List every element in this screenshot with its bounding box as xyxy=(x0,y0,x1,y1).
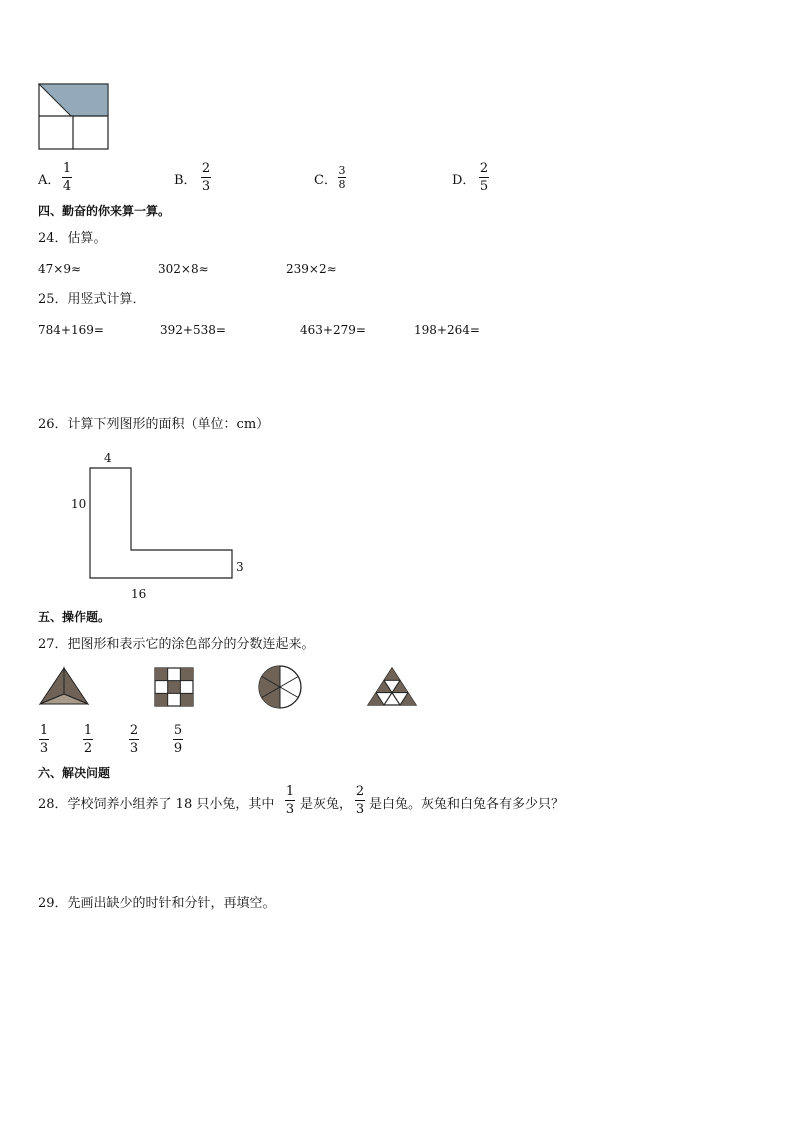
fraction-bar xyxy=(201,177,211,178)
fraction-denominator: 3 xyxy=(39,741,49,756)
fraction-bar xyxy=(355,800,365,801)
fraction-numerator: 2 xyxy=(479,161,489,176)
option-fraction xyxy=(338,165,346,190)
fraction-bar xyxy=(62,177,72,178)
q27-fraction[interactable] xyxy=(173,724,183,755)
q23-option-a[interactable] xyxy=(38,162,98,200)
shape-circle-sixths[interactable] xyxy=(257,664,303,710)
fraction-denominator: 8 xyxy=(338,178,346,191)
fraction-denominator: 5 xyxy=(479,179,489,194)
q27-fraction[interactable] xyxy=(129,724,139,755)
q25-item: 198+264= xyxy=(414,323,480,337)
option-fraction xyxy=(479,162,489,193)
q24-title: 24．估算。 xyxy=(38,231,107,246)
fraction-numerator: 2 xyxy=(129,723,139,738)
section6-title: 六、解决问题 xyxy=(38,766,111,780)
fraction-bar xyxy=(479,177,489,178)
q27-title: 27．把图形和表示它的涂色部分的分数连起来。 xyxy=(38,637,315,652)
fraction-denominator: 4 xyxy=(62,179,72,194)
option-fraction xyxy=(62,162,72,193)
q23-option-c[interactable] xyxy=(314,162,374,200)
shape-triangle-thirds[interactable] xyxy=(38,666,90,708)
q29-title: 29．先画出缺少的时针和分针，再填空。 xyxy=(38,896,276,911)
q28-text-part1: 28．学校饲养小组养了 18 只小兔，其中 xyxy=(38,797,275,812)
fraction-bar xyxy=(173,739,183,740)
fraction-denominator: 3 xyxy=(285,802,295,817)
label-right: 3 xyxy=(236,560,244,574)
q28-fraction-gray xyxy=(285,785,295,816)
fraction-denominator: 9 xyxy=(173,741,183,756)
option-letter: D． xyxy=(452,173,476,188)
fraction-bar xyxy=(129,739,139,740)
fraction-numerator: 2 xyxy=(355,784,365,799)
fraction-numerator: 3 xyxy=(338,164,346,177)
option-fraction xyxy=(201,162,211,193)
q24-item: 239×2≈ xyxy=(286,262,337,276)
shape-triangle-ninths[interactable] xyxy=(366,666,418,708)
l-shape-figure xyxy=(85,463,240,583)
section5-title: 五、操作题。 xyxy=(38,610,111,624)
fraction-numerator: 5 xyxy=(173,723,183,738)
q27-fraction[interactable] xyxy=(83,724,93,755)
q28-text-part3: 是白兔。灰兔和白兔各有多少只？ xyxy=(369,797,565,812)
fraction-denominator: 2 xyxy=(83,741,93,756)
fraction-numerator: 2 xyxy=(201,161,211,176)
q28-fraction-white xyxy=(355,785,365,816)
section4-title: 四、勤奋的你来算一算。 xyxy=(38,204,171,218)
q26-title: 26．计算下列图形的面积（单位：cm） xyxy=(38,417,270,432)
q28-text-part2: 是灰兔， xyxy=(300,797,353,812)
fraction-numerator: 1 xyxy=(83,723,93,738)
q23-figure xyxy=(38,83,110,151)
fraction-numerator: 1 xyxy=(62,161,72,176)
q25-item: 392+538= xyxy=(160,323,226,337)
fraction-bar xyxy=(39,739,49,740)
label-bottom: 16 xyxy=(131,587,147,601)
label-left: 10 xyxy=(71,497,87,511)
q28-question xyxy=(38,785,598,825)
fraction-denominator: 3 xyxy=(355,802,365,817)
q25-item: 784+169= xyxy=(38,323,104,337)
q24-item: 47×9≈ xyxy=(38,262,82,276)
fraction-bar xyxy=(83,739,93,740)
option-letter: C． xyxy=(314,173,337,188)
option-letter: A． xyxy=(38,173,61,188)
q23-option-b[interactable] xyxy=(174,162,234,200)
label-top: 4 xyxy=(104,451,112,465)
q25-item: 463+279= xyxy=(300,323,366,337)
fraction-denominator: 3 xyxy=(201,179,211,194)
shape-grid-nine[interactable] xyxy=(154,667,194,707)
q27-fraction[interactable] xyxy=(39,724,49,755)
option-letter: B． xyxy=(174,173,197,188)
q25-title: 25．用竖式计算． xyxy=(38,292,146,307)
q23-option-d[interactable] xyxy=(452,162,512,200)
fraction-bar xyxy=(285,800,295,801)
fraction-denominator: 3 xyxy=(129,741,139,756)
q24-item: 302×8≈ xyxy=(158,262,209,276)
fraction-numerator: 1 xyxy=(39,723,49,738)
fraction-numerator: 1 xyxy=(285,784,295,799)
